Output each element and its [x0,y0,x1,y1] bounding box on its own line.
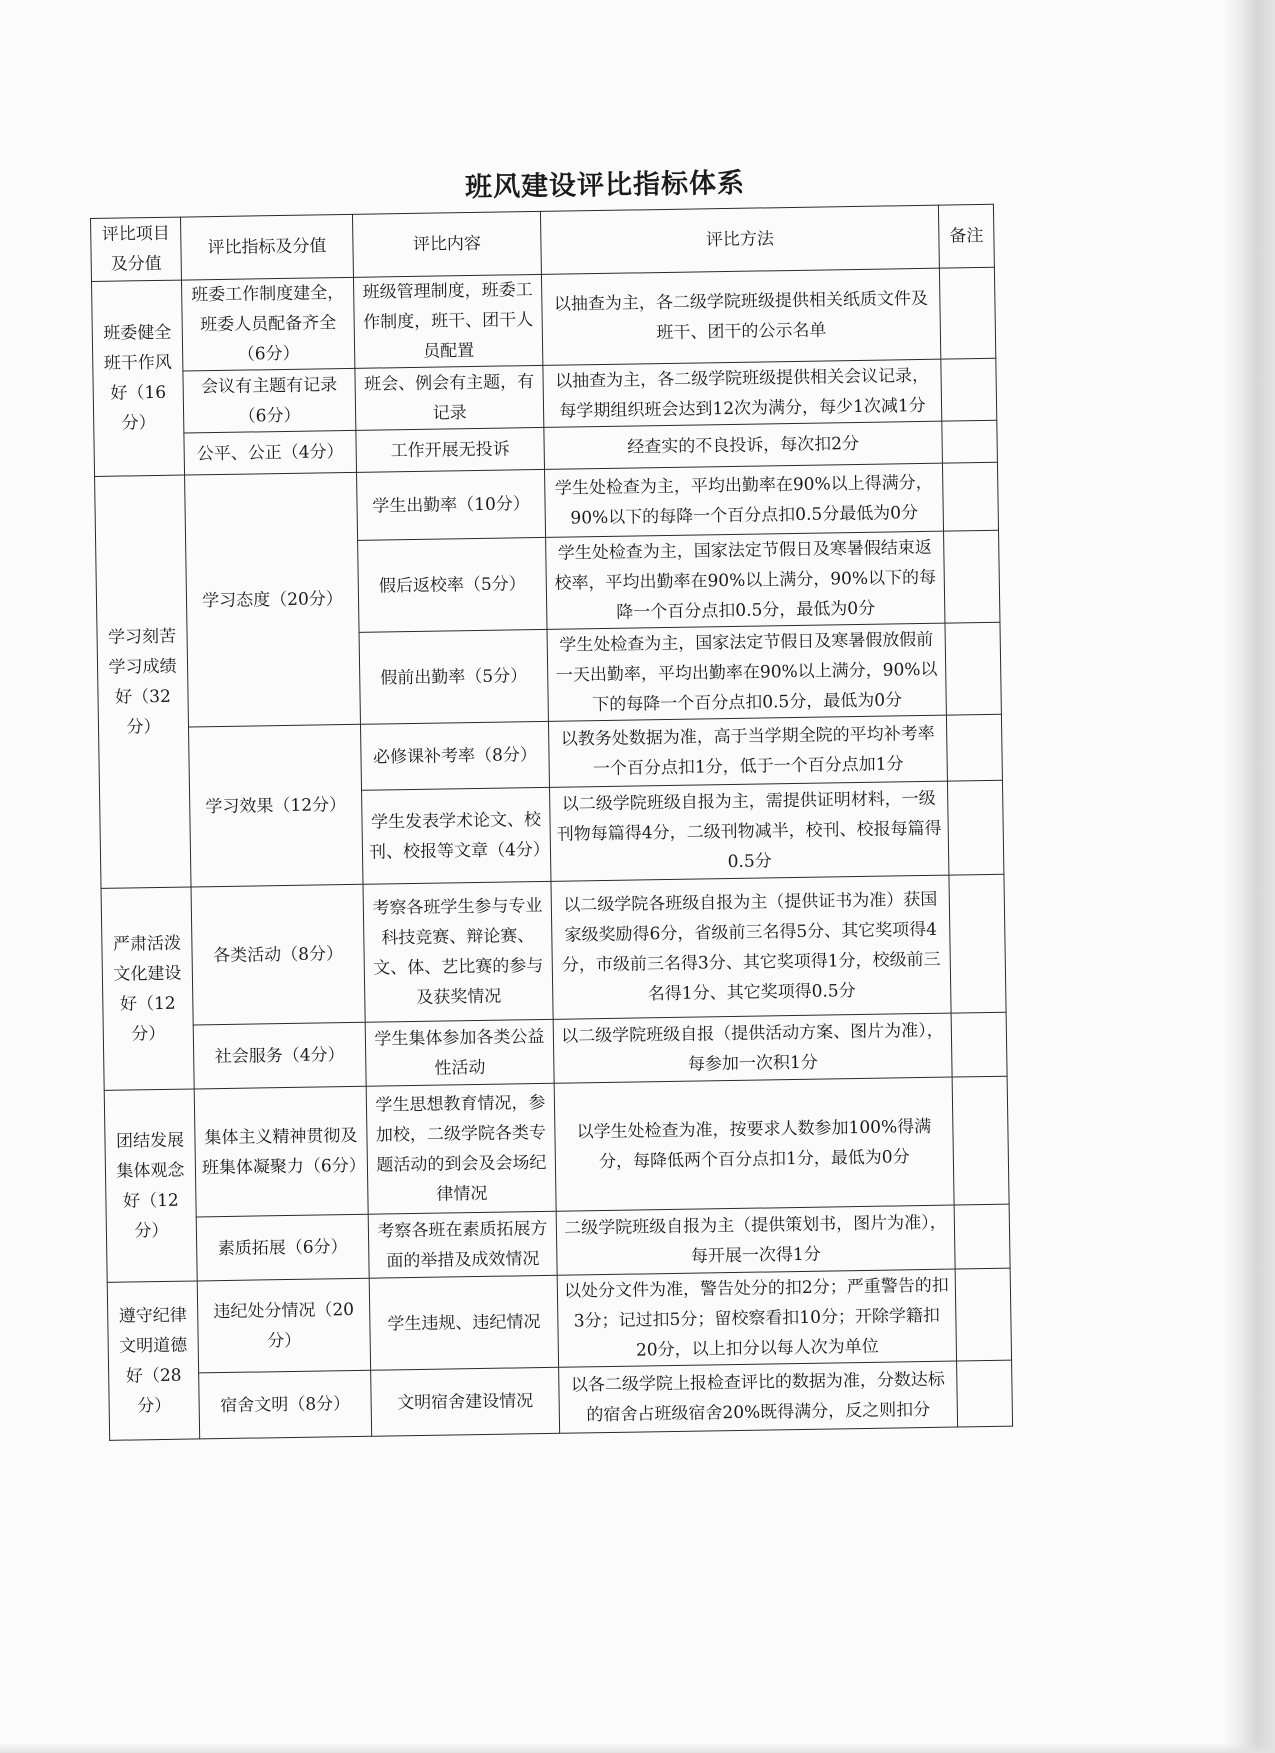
method-cell: 二级学院班级自报为主（提供策划书，图片为准），每开展一次得1分 [556,1205,955,1275]
remark-cell [954,1204,1010,1269]
table-row [109,1360,1013,1440]
table-row [107,1268,1011,1374]
method-cell: 经查实的不良投诉，每次扣2分 [544,421,943,469]
content-cell: 假后返校率（5分） [358,537,547,632]
remark-cell [947,780,1003,875]
table-row [101,874,1006,1026]
indicator-cell: 社会服务（4分） [193,1022,366,1089]
content-cell: 假前出勤率（5分） [359,629,548,724]
project-cell: 遵守纪律文明道德好（28分） [107,1281,199,1440]
indicator-cell: 违纪处分情况（20分） [197,1278,370,1373]
indicator-cell: 学习效果（12分） [189,724,363,887]
remark-cell [942,420,998,463]
method-cell: 以处分文件为准，警告处分的扣2分；严重警告的扣3分；记过扣5分；留校察看扣10分；开除学籍扣20分，以上扣分以每人次为单位 [557,1269,956,1367]
content-cell: 班会、例会有主题，有记录 [355,365,544,430]
remark-cell [955,1268,1011,1361]
content-cell: 学生违规、违纪情况 [369,1275,558,1370]
content-cell: 工作开展无投诉 [356,427,545,472]
indicator-cell: 公平、公正（4分） [184,430,357,475]
remark-cell [945,622,1001,715]
header-remark: 备注 [938,204,994,268]
indicator-cell: 学习态度（20分） [185,472,361,727]
method-cell: 以学生处检查为准，按要求人数参加100%得满分，每降低两个百分点扣1分，最低为0分 [554,1077,954,1211]
indicator-cell: 集体主义精神贯彻及班集体凝聚力（6分） [194,1086,368,1217]
content-cell: 考察各班在素质拓展方面的举措及成效情况 [368,1211,557,1278]
content-cell: 学生思想教育情况，参加校，二级学院各类专题活动的到会及会场纪律情况 [366,1083,556,1214]
scan-shadow-edge [1223,0,1275,1753]
method-cell: 以二级学院班级自报（提供活动方案、图片为准），每参加一次积1分 [553,1013,952,1083]
method-cell: 以抽查为主，各二级学院班级提供相关会议记录，每学期组织班会达到12次为满分，每少1次减1分 [543,359,942,427]
content-cell: 学生集体参加各类公益性活动 [365,1019,554,1086]
evaluation-table [90,204,1013,1441]
method-cell: 以抽查为主，各二级学院班级提供相关纸质文件及班干、团干的公示名单 [541,268,940,365]
scan-shadow-bottom [0,1743,1275,1753]
project-cell: 学习刻苦学习成绩好（32分） [95,475,191,888]
indicator-cell: 宿舍文明（8分） [199,1370,372,1439]
method-cell: 以二级学院班级自报为主，需提供证明材料，一级刊物每篇得4分，二级刊物减半，校刊、校报每篇得0.5分 [549,781,948,881]
remark-cell [942,462,998,531]
table-row [104,1076,1009,1218]
content-cell: 学生出勤率（10分） [357,469,546,540]
document-title: 班风建设评比指标体系 [464,167,746,204]
method-cell: 以各二级学院上报检查评比的数据为准，分数达标的宿舍占班级宿舍20%既得满分，反之则扣分 [559,1361,958,1433]
method-cell: 学生处检查为主，国家法定节假日及寒暑假结束返校率，平均出勤率在90%以上满分，90%以下的每降一个百分点扣0.5分，最低为0分 [546,531,945,629]
indicator-cell: 班委工作制度建全，班委人员配备齐全（6分） [181,277,354,371]
project-cell: 团结发展集体观念好（12分） [104,1089,197,1282]
remark-cell [949,874,1006,1013]
remark-cell [951,1012,1007,1077]
remark-cell [946,714,1002,781]
method-cell: 以教务处数据为准，高于当学期全院的平均补考率一个百分点扣1分，低于一个百分点加1分 [548,715,947,787]
content-cell: 文明宿舍建设情况 [371,1367,560,1436]
remark-cell [957,1360,1013,1427]
remark-cell [941,358,997,421]
header-method: 评比方法 [540,205,939,274]
header-content: 评比内容 [352,211,541,277]
evaluation-table-container [90,204,1013,1441]
project-cell: 班委健全班干作风好（16分） [91,280,184,476]
remark-cell [939,267,995,359]
content-cell: 班级管理制度，班委工作制度，班干、团干人员配置 [353,274,542,368]
indicator-cell: 各类活动（8分） [191,884,365,1025]
remark-cell [952,1076,1009,1205]
method-cell: 学生处检查为主，国家法定节假日及寒暑假放假前一天出勤率，平均出勤率在90%以上满分，90%以下的每降一个百分点扣0.5分，最低为0分 [547,623,946,721]
content-cell: 必修课补考率（8分） [360,721,549,790]
method-cell: 学生处检查为主，平均出勤率在90%以上得满分，90%以下的每降一个百分点扣0.5分最低为0分 [545,463,944,537]
method-cell: 以二级学院各班级自报为主（提供证书为准）获国家级奖励得6分，省级前三名得5分、其它奖项得4分，市级前三名得3分、其它奖项得1分，校级前三名得1分、其它奖项得0.5分 [551,875,951,1019]
header-indicator: 评比指标及分值 [180,214,353,280]
header-project: 评比项目及分值 [91,217,182,281]
content-cell: 考察各班学生参与专业科技竞赛、辩论赛、文、体、艺比赛的参与及获奖情况 [363,881,553,1022]
project-cell: 严肃活泼文化建设好（12分） [101,887,194,1090]
content-cell: 学生发表学术论文、校刊、校报等文章（4分） [362,787,551,884]
indicator-cell: 素质拓展（6分） [196,1214,369,1281]
remark-cell [944,530,1000,623]
table-row [91,267,995,372]
indicator-cell: 会议有主题有记录（6分） [183,368,356,433]
